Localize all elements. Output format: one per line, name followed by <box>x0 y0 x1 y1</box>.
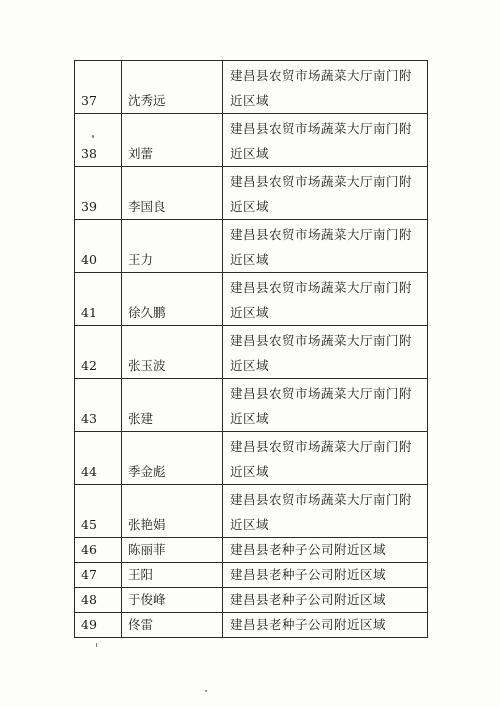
person-name: 季金彪 <box>122 432 223 485</box>
row-number: 49 <box>75 613 122 638</box>
location-cell: 建昌县老种子公司附近区域 <box>223 613 428 638</box>
scan-speck <box>92 135 94 138</box>
table-row <box>75 432 428 485</box>
person-name: 张玉波 <box>122 326 223 379</box>
table-row <box>75 563 428 588</box>
location-cell: 建昌县农贸市场蔬菜大厅南门附近区域 <box>223 432 428 485</box>
person-name: 沈秀远 <box>122 61 223 114</box>
person-name: 张建 <box>122 379 223 432</box>
location-cell: 建昌县农贸市场蔬菜大厅南门附近区域 <box>223 61 428 114</box>
person-name: 陈丽菲 <box>122 538 223 563</box>
person-name: 张艳娟 <box>122 485 223 538</box>
table-row <box>75 273 428 326</box>
location-cell: 建昌县农贸市场蔬菜大厅南门附近区域 <box>223 326 428 379</box>
location-cell: 建昌县农贸市场蔬菜大厅南门附近区域 <box>223 220 428 273</box>
person-name: 王力 <box>122 220 223 273</box>
table-row <box>75 379 428 432</box>
person-name: 王阳 <box>122 563 223 588</box>
row-number: 47 <box>75 563 122 588</box>
person-name: 于俊峰 <box>122 588 223 613</box>
location-cell: 建昌县老种子公司附近区域 <box>223 538 428 563</box>
scan-speck <box>205 690 207 692</box>
row-number: 37 <box>75 61 122 114</box>
row-number: 45 <box>75 485 122 538</box>
location-cell: 建昌县农贸市场蔬菜大厅南门附近区域 <box>223 485 428 538</box>
location-cell: 建昌县老种子公司附近区域 <box>223 563 428 588</box>
person-name: 李国良 <box>122 167 223 220</box>
table-row <box>75 613 428 638</box>
roster-table <box>74 60 428 638</box>
table-row <box>75 588 428 613</box>
row-number: 42 <box>75 326 122 379</box>
row-number: 46 <box>75 538 122 563</box>
row-number: 43 <box>75 379 122 432</box>
location-cell: 建昌县农贸市场蔬菜大厅南门附近区域 <box>223 379 428 432</box>
location-cell: 建昌县老种子公司附近区域 <box>223 588 428 613</box>
table-row <box>75 485 428 538</box>
row-number: 48 <box>75 588 122 613</box>
table-row <box>75 114 428 167</box>
table-row <box>75 220 428 273</box>
person-name: 徐久鹏 <box>122 273 223 326</box>
location-cell: 建昌县农贸市场蔬菜大厅南门附近区域 <box>223 114 428 167</box>
location-cell: 建昌县农贸市场蔬菜大厅南门附近区域 <box>223 167 428 220</box>
table-row <box>75 167 428 220</box>
person-name: 佟雷 <box>122 613 223 638</box>
person-name: 刘蕾 <box>122 114 223 167</box>
row-number: 39 <box>75 167 122 220</box>
row-number: 38 <box>75 114 122 167</box>
table-row <box>75 538 428 563</box>
scan-speck <box>96 643 97 647</box>
location-cell: 建昌县农贸市场蔬菜大厅南门附近区域 <box>223 273 428 326</box>
row-number: 41 <box>75 273 122 326</box>
table-row <box>75 326 428 379</box>
table-row <box>75 61 428 114</box>
row-number: 40 <box>75 220 122 273</box>
row-number: 44 <box>75 432 122 485</box>
